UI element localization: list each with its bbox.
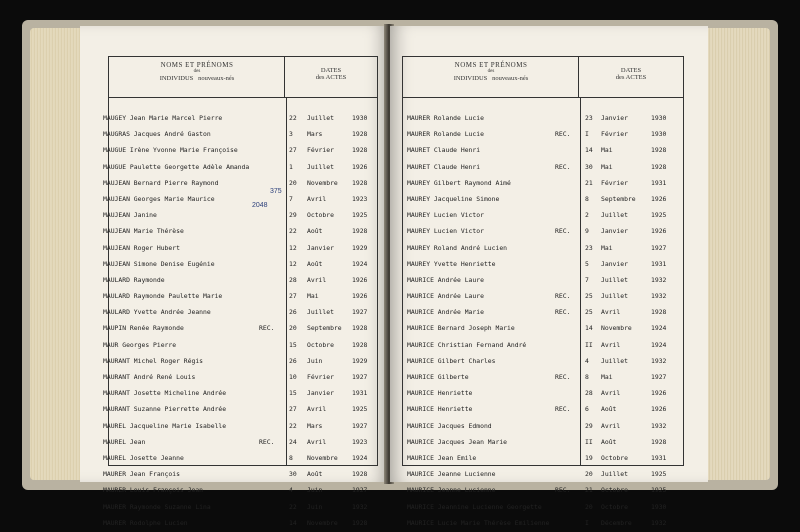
entry-day: 2 <box>585 211 589 220</box>
entry-day: 8 <box>585 373 589 381</box>
entry-day: 7 <box>585 275 589 284</box>
entry-name: MAUJEAN Bernard Pierre Raymond <box>103 178 219 187</box>
dates-des-actes: des ACTES <box>615 74 647 82</box>
register-entry <box>403 208 683 224</box>
entry-name: MAURICE Andrée Laure <box>407 292 484 301</box>
entry-day: 25 <box>585 292 593 301</box>
left-register-table <box>103 56 378 527</box>
entry-month: Novembre <box>307 178 338 187</box>
entry-year: 1929 <box>352 243 368 252</box>
entry-month: Mai <box>601 162 613 171</box>
entry-name: MAUJEAN Roger Hubert <box>103 243 180 252</box>
names-column-header <box>403 57 579 97</box>
entry-name: MAUJEAN Simone Denise Eugénie <box>103 259 215 268</box>
entry-day: 4 <box>289 486 293 495</box>
entry-month: Juillet <box>601 211 628 220</box>
entry-day: 28 <box>585 389 593 398</box>
entry-name: MAUREY Lucien Victor <box>407 211 484 220</box>
entry-month: Février <box>307 146 334 155</box>
entry-name: MAURICE Henriette <box>407 405 473 414</box>
entry-name: MAURICE Gilberte <box>407 373 469 381</box>
entry-day: 14 <box>289 518 297 527</box>
entry-name: MAURER Rolande Lucie <box>407 114 484 122</box>
register-entry <box>103 467 377 483</box>
register-entry <box>403 500 683 516</box>
entry-name: MAURICE Bernard Joseph Marie <box>407 324 515 333</box>
entry-day: 14 <box>585 324 593 333</box>
entry-year: 1924 <box>352 453 368 462</box>
entry-rec-mark: REC. <box>555 130 571 139</box>
entry-name: MAUREY Roland André Lucien <box>407 243 508 252</box>
entry-rec-mark: REC. <box>555 227 571 236</box>
register-entry <box>403 516 683 532</box>
register-entry <box>403 192 683 208</box>
entry-year: 1932 <box>352 502 368 511</box>
entry-month: Avril <box>307 437 327 446</box>
entry-name: MAURICE Andrée Marie <box>407 308 484 317</box>
entry-day: II <box>585 437 593 446</box>
entry-name: MAUJEAN Georges Marie Maurice <box>103 194 215 203</box>
entry-day: 20 <box>585 470 593 479</box>
entry-year: 1931 <box>651 178 667 187</box>
entry-day: 25 <box>585 308 593 317</box>
register-entry <box>403 160 683 176</box>
entry-month: Février <box>307 373 334 381</box>
entry-name: MAULARD Yvette Andrée Jeanne <box>103 308 211 317</box>
register-entry <box>403 483 683 499</box>
register-entry <box>103 321 377 337</box>
entry-name: MAURICE Gilbert Charles <box>407 356 496 365</box>
entry-day: 21 <box>585 486 593 495</box>
register-entry <box>103 402 377 418</box>
entry-name: MAURICE Jean Emile <box>407 453 477 462</box>
entry-month: Juin <box>307 356 323 365</box>
entry-day: 6 <box>585 405 589 414</box>
entry-day: 5 <box>585 259 589 268</box>
names-individus: INDIVIDUS <box>159 74 194 82</box>
entry-year: 1926 <box>651 389 667 398</box>
entry-month: Mars <box>307 130 323 139</box>
register-entry <box>103 241 377 257</box>
entry-name: MAUPIN Renée Raymonde <box>103 324 184 333</box>
right-page <box>390 26 708 527</box>
register-entry <box>103 483 377 499</box>
register-entry <box>103 354 377 370</box>
register-entry <box>403 451 683 467</box>
entry-month: Juin <box>307 502 323 511</box>
entry-name: MAURER Jean François <box>103 470 180 479</box>
entry-name: MAURET Claude Henri <box>407 146 481 155</box>
entry-month: Janvier <box>601 114 628 122</box>
entry-day: I <box>585 130 589 139</box>
entry-name: MAURICE Jacques Jean Marie <box>407 437 508 446</box>
register-entry <box>103 289 377 305</box>
register-entry <box>403 305 683 321</box>
entry-year: 1928 <box>651 437 667 446</box>
entry-month: Mai <box>601 243 613 252</box>
entry-rec-mark: REC. <box>555 292 571 301</box>
entry-month: Novembre <box>601 324 632 333</box>
register-entry <box>403 402 683 418</box>
entry-year: 1928 <box>352 470 368 479</box>
entry-day: 4 <box>585 356 589 365</box>
entry-year: 1932 <box>651 421 667 430</box>
entry-month: Août <box>307 227 323 236</box>
entry-name: MAURER Rodolphe Lucien <box>103 518 188 527</box>
entry-day: 22 <box>289 114 297 122</box>
left-page <box>80 26 388 527</box>
entry-month: Janvier <box>601 227 628 236</box>
dates-des-actes: des ACTES <box>315 74 347 82</box>
register-entry <box>103 419 377 435</box>
entry-rec-mark: REC. <box>555 373 571 381</box>
entry-rec-mark: REC. <box>555 486 571 495</box>
entry-year: 1930 <box>352 114 368 122</box>
entry-year: 1928 <box>352 178 368 187</box>
entry-year: 1928 <box>352 340 368 349</box>
entry-year: 1931 <box>651 453 667 462</box>
register-entry <box>103 127 377 143</box>
entry-month: Juillet <box>601 356 628 365</box>
entry-name: MAURER Raymonde Suzanne Lina <box>103 502 211 511</box>
entry-year: 1923 <box>352 437 368 446</box>
names-title: NOMS ET PRÉNOMS <box>454 61 528 69</box>
entry-day: 12 <box>289 259 297 268</box>
page-edges-right <box>702 28 770 480</box>
entry-day: 22 <box>289 421 297 430</box>
entry-name: MAUREY Jacqueline Simone <box>407 194 500 203</box>
entry-month: Avril <box>601 421 621 430</box>
register-entry <box>403 241 683 257</box>
left-header <box>109 57 377 98</box>
entry-month: Mars <box>307 421 323 430</box>
entry-year: 1924 <box>651 324 667 333</box>
entry-month: Septembre <box>307 324 342 333</box>
entry-year: 1932 <box>651 292 667 301</box>
entry-rec-mark: REC. <box>259 324 275 333</box>
entry-name: MAUREY Lucien Victor <box>407 227 484 236</box>
entry-month: Avril <box>307 194 327 203</box>
register-entry <box>103 111 377 127</box>
entry-year: 1928 <box>352 518 368 527</box>
entry-year: 1931 <box>352 389 368 398</box>
entry-month: Mai <box>601 146 613 155</box>
entry-name: MAURICE Jeannine Lucienne Georgette <box>407 502 542 511</box>
entry-month: Octobre <box>307 340 334 349</box>
entry-year: 1928 <box>352 227 368 236</box>
dates-title: DATES <box>620 67 642 74</box>
entry-month: Juillet <box>307 162 334 171</box>
register-entry <box>403 273 683 289</box>
entry-year: 1930 <box>651 502 667 511</box>
dates-column-header <box>578 57 683 97</box>
entry-year: 1928 <box>352 324 368 333</box>
entry-day: 24 <box>289 437 297 446</box>
entry-month: Mai <box>601 373 613 381</box>
entry-name: MAURICE Lucie Marie Thérèse Emilienne <box>407 518 550 527</box>
entry-day: 23 <box>585 114 593 122</box>
names-individus: INDIVIDUS <box>453 74 488 82</box>
register-entry <box>103 516 377 532</box>
entry-day: 3 <box>289 130 293 139</box>
entry-month: Août <box>307 470 323 479</box>
entry-name: MAUREL Jean <box>103 437 146 446</box>
entry-rec-mark: REC. <box>259 437 275 446</box>
names-title: NOMS ET PRÉNOMS <box>160 61 234 69</box>
entry-month: Janvier <box>307 389 334 398</box>
entry-name: MAULARD Raymonde <box>103 275 165 284</box>
register-entry <box>103 224 377 240</box>
entry-name: MAUREL Josette Jeanne <box>103 453 184 462</box>
register-entry <box>103 192 377 208</box>
entry-name: MAULARD Raymonde Paulette Marie <box>103 292 223 301</box>
entry-rec-mark: REC. <box>555 405 571 414</box>
entry-year: 1926 <box>651 227 667 236</box>
entry-name: MAUGRAS Jacques André Gaston <box>103 130 211 139</box>
names-nouveaux-nes: nouveaux-nés <box>198 74 235 82</box>
entry-name: MAUREY Yvette Henriette <box>407 259 496 268</box>
entry-month: Octobre <box>601 486 628 495</box>
right-header <box>403 57 683 98</box>
page-edges-left <box>30 28 86 480</box>
register-entry <box>103 435 377 451</box>
register-entry <box>403 257 683 273</box>
entry-month: Août <box>601 437 617 446</box>
entry-name: MAUJEAN Marie Thérèse <box>103 227 184 236</box>
register-entry <box>403 289 683 305</box>
entry-day: 15 <box>289 340 297 349</box>
entry-year: 1927 <box>651 373 667 381</box>
entry-month: Juillet <box>601 292 628 301</box>
entry-month: Octobre <box>307 211 334 220</box>
entry-name: MAURER Louis François Jean <box>103 486 204 495</box>
entry-year: 1925 <box>352 211 368 220</box>
entry-day: 26 <box>289 356 297 365</box>
entry-day: 12 <box>289 243 297 252</box>
entry-day: 28 <box>289 275 297 284</box>
entry-day: 27 <box>289 146 297 155</box>
entry-rec-mark: REC. <box>555 308 571 317</box>
register-entry <box>403 338 683 354</box>
register-entry <box>403 176 683 192</box>
entry-day: 27 <box>289 292 297 301</box>
entry-year: 1926 <box>352 292 368 301</box>
entry-month: Août <box>601 405 617 414</box>
entry-name: MAURICE Jacques Edmond <box>407 421 492 430</box>
right-register-table <box>402 56 684 527</box>
entry-month: Juillet <box>601 275 628 284</box>
entry-day: 20 <box>585 502 593 511</box>
entry-month: Juillet <box>307 308 334 317</box>
entry-name: MAURICE Christian Fernand André <box>407 340 527 349</box>
names-des: des <box>193 69 201 75</box>
entry-year: 1928 <box>651 146 667 155</box>
entry-month: Avril <box>601 308 621 317</box>
entry-day: 21 <box>585 178 593 187</box>
entry-day: 30 <box>289 470 297 479</box>
entry-day: II <box>585 340 593 349</box>
entry-name: MAUGUE Paulette Georgette Adèle Amanda <box>103 162 250 171</box>
pencil-note-a: 375 <box>270 188 282 195</box>
entry-year: 1926 <box>352 275 368 284</box>
entry-day: 29 <box>289 211 297 220</box>
entry-name: MAUREL Jacqueline Marie Isabelle <box>103 421 227 430</box>
register-entry <box>103 176 377 192</box>
entry-month: Février <box>601 178 628 187</box>
register-entry <box>403 467 683 483</box>
entry-year: 1925 <box>352 405 368 414</box>
entry-year: 1932 <box>651 518 667 527</box>
entry-rec-mark: REC. <box>555 162 571 171</box>
entry-year: 1932 <box>651 356 667 365</box>
entry-month: Juin <box>307 486 323 495</box>
register-entry <box>103 305 377 321</box>
entry-day: 1 <box>289 162 293 171</box>
entry-day: 29 <box>585 421 593 430</box>
register-entry <box>403 127 683 143</box>
register-entry <box>403 321 683 337</box>
register-entry <box>103 338 377 354</box>
entry-year: 1924 <box>352 259 368 268</box>
entry-year: 1928 <box>651 162 667 171</box>
register-entry <box>403 143 683 159</box>
entry-month: Juillet <box>307 114 334 122</box>
entry-month: Mai <box>307 292 319 301</box>
entry-year: 1925 <box>651 486 667 495</box>
register-entry <box>103 273 377 289</box>
entry-day: I <box>585 518 589 527</box>
entry-day: 19 <box>585 453 593 462</box>
entry-month: Août <box>307 259 323 268</box>
register-entry <box>103 160 377 176</box>
register-entry <box>403 435 683 451</box>
entry-name: MAUJEAN Janine <box>103 211 157 220</box>
entry-name: MAURANT Michel Roger Régis <box>103 356 204 365</box>
entry-day: 15 <box>289 389 297 398</box>
dates-title: DATES <box>320 67 342 74</box>
entry-year: 1927 <box>352 421 368 430</box>
entry-day: 20 <box>289 178 297 187</box>
entry-name: MAURANT André René Louis <box>103 373 196 381</box>
entry-month: Avril <box>601 340 621 349</box>
entry-day: 14 <box>585 146 593 155</box>
left-entries <box>103 111 377 532</box>
entry-name: MAURET Claude Henri <box>407 162 481 171</box>
entry-year: 1927 <box>651 243 667 252</box>
entry-month: Avril <box>601 389 621 398</box>
pencil-note-b: 2048 <box>252 202 268 209</box>
entry-day: 9 <box>585 227 589 236</box>
entry-day: 26 <box>289 308 297 317</box>
entry-day: 8 <box>289 453 293 462</box>
entry-name: MAURANT Suzanne Pierrette Andrée <box>103 405 227 414</box>
register-entry <box>403 354 683 370</box>
entry-month: Septembre <box>601 194 636 203</box>
entry-day: 30 <box>585 162 593 171</box>
names-des: des <box>487 69 495 75</box>
entry-year: 1928 <box>352 130 368 139</box>
register-entry <box>103 500 377 516</box>
entry-name: MAURICE Henriette <box>407 389 473 398</box>
entry-year: 1927 <box>352 486 368 495</box>
entry-year: 1925 <box>651 470 667 479</box>
entry-year: 1930 <box>651 114 667 122</box>
entry-day: 10 <box>289 373 297 381</box>
entry-month: Février <box>601 130 628 139</box>
right-entries <box>403 111 683 532</box>
register-entry <box>403 111 683 127</box>
entry-year: 1932 <box>651 275 667 284</box>
register-entry <box>403 386 683 402</box>
entry-day: 22 <box>289 502 297 511</box>
entry-name: MAURANT Josette Micheline Andrée <box>103 389 227 398</box>
entry-year: 1925 <box>651 211 667 220</box>
entry-year: 1927 <box>352 373 368 381</box>
register-entry <box>103 143 377 159</box>
register-entry <box>403 419 683 435</box>
entry-year: 1923 <box>352 194 368 203</box>
entry-month: Novembre <box>307 453 338 462</box>
entry-year: 1929 <box>352 356 368 365</box>
entry-month: Novembre <box>307 518 338 527</box>
entry-year: 1926 <box>651 405 667 414</box>
entry-day: 22 <box>289 227 297 236</box>
entry-day: 23 <box>585 243 593 252</box>
entry-month: Avril <box>307 275 327 284</box>
entry-name: MAUREY Gilbert Raymond Aimé <box>407 178 511 187</box>
entry-year: 1928 <box>352 146 368 155</box>
dates-column-header <box>284 57 377 97</box>
names-nouveaux-nes: nouveaux-nés <box>492 74 529 82</box>
register-entry <box>103 370 377 386</box>
entry-name: MAURICE Andrée Laure <box>407 275 484 284</box>
entry-year: 1930 <box>651 130 667 139</box>
entry-name: MAUGUE Irène Yvonne Marie Françoise <box>103 146 238 155</box>
entry-month: Avril <box>307 405 327 414</box>
entry-name: MAURER Rolande Lucie <box>407 130 484 139</box>
register-entry <box>403 224 683 240</box>
entry-year: 1931 <box>651 259 667 268</box>
entry-day: 8 <box>585 194 589 203</box>
register-entry <box>103 451 377 467</box>
register-entry <box>103 208 377 224</box>
entry-name: MAUGEY Jean Marie Marcel Pierre <box>103 114 223 122</box>
entry-name: MAUR Georges Pierre <box>103 340 177 349</box>
names-column-header <box>109 57 285 97</box>
entry-name: MAURICE Jeanne Lucienne <box>407 486 496 495</box>
register-entry <box>103 386 377 402</box>
entry-year: 1928 <box>651 308 667 317</box>
entry-month: Décembre <box>601 518 632 527</box>
entry-year: 1926 <box>352 162 368 171</box>
entry-month: Janvier <box>307 243 334 252</box>
entry-month: Octobre <box>601 453 628 462</box>
entry-day: 20 <box>289 324 297 333</box>
entry-year: 1926 <box>651 194 667 203</box>
entry-name: MAURICE Jeanne Lucienne <box>407 470 496 479</box>
entry-year: 1924 <box>651 340 667 349</box>
register-entry <box>403 370 683 386</box>
entry-day: 27 <box>289 405 297 414</box>
entry-day: 7 <box>289 194 293 203</box>
register-entry <box>103 257 377 273</box>
entry-month: Juillet <box>601 470 628 479</box>
entry-year: 1927 <box>352 308 368 317</box>
entry-month: Octobre <box>601 502 628 511</box>
entry-month: Janvier <box>601 259 628 268</box>
